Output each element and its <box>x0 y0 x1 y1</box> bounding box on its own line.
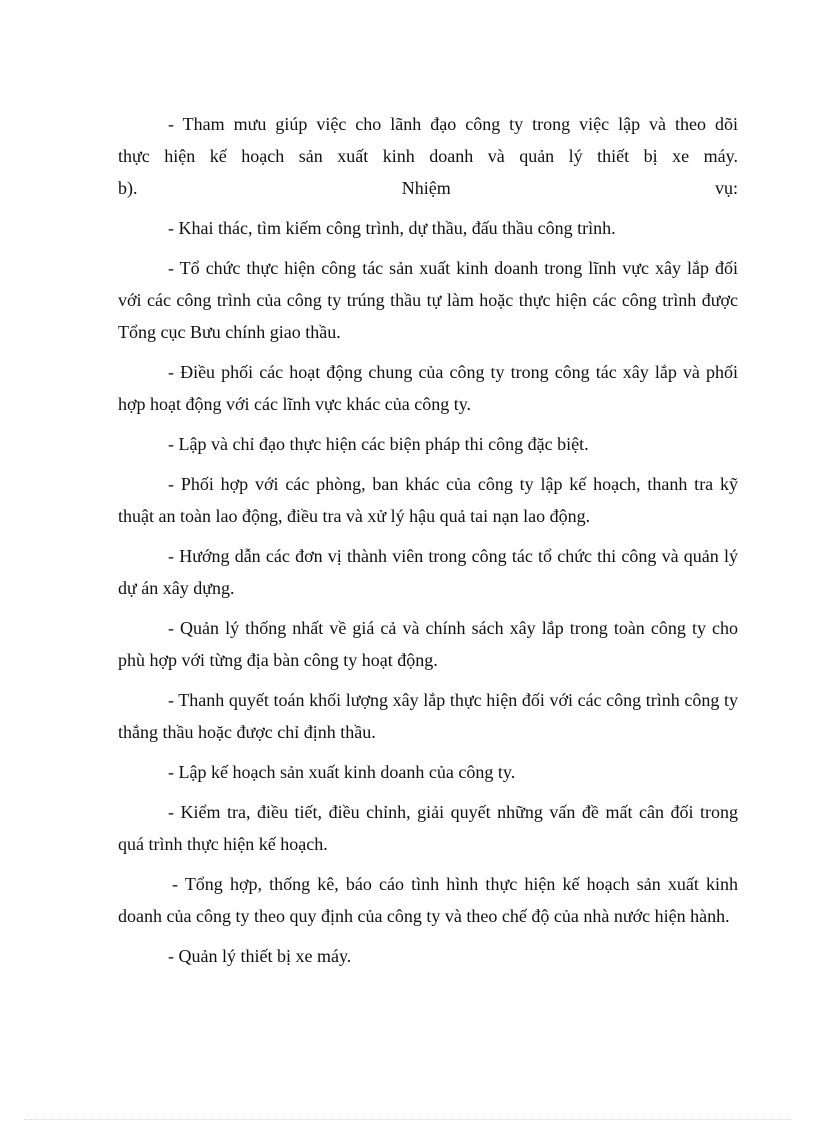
intro-paragraph-line-2: thực hiện kế hoạch sản xuất kinh doanh và quản lý thiết bị xe máy. <box>118 146 738 166</box>
task-paragraph: - Phối hợp với các phòng, ban khác của công ty lập kế hoạch, thanh tra kỹ thuật an toàn lao động, điều tra và xử lý hậu quả tai nạn lao động. <box>118 474 738 526</box>
task-paragraph: - Hướng dẫn các đơn vị thành viên trong công tác tổ chức thi công và quản lý dự án xây dựng. <box>118 546 738 598</box>
section-heading <box>118 172 738 204</box>
section-title-end: vụ: <box>714 178 738 198</box>
task-paragraph: - Lập kế hoạch sản xuất kinh doanh của công ty. <box>168 762 516 782</box>
task-paragraph: - Tổng hợp, thống kê, báo cáo tình hình thực hiện kế hoạch sản xuất kinh doanh của công ty theo quy định của công ty và theo chế độ của nhà nước hiện hành. <box>118 874 738 926</box>
page-bottom-divider <box>24 1119 792 1120</box>
task-paragraph: - Thanh quyết toán khối lượng xây lắp thực hiện đối với các công trình công ty thắng thầu hoặc được chỉ định thầu. <box>118 690 738 742</box>
task-paragraph: - Khai thác, tìm kiếm công trình, dự thầu, đấu thầu công trình. <box>168 218 616 238</box>
task-paragraph: - Điều phối các hoạt động chung của công ty trong công tác xây lắp và phối hợp hoạt động với các lĩnh vực khác của công ty. <box>118 362 738 414</box>
task-paragraph: - Kiểm tra, điều tiết, điều chỉnh, giải quyết những vấn đề mất cân đối trong quá trình thực hiện kế hoạch. <box>118 802 738 854</box>
section-title: Nhiệm <box>401 178 451 198</box>
task-paragraph: - Tổ chức thực hiện công tác sản xuất kinh doanh trong lĩnh vực xây lắp đối với các công trình của công ty trúng thầu tự làm hoặc thực hiện các công trình được Tổng cục Bưu chính giao thầu. <box>118 258 738 342</box>
task-paragraph: - Lập và chỉ đạo thực hiện các biện pháp thi công đặc biệt. <box>168 434 589 454</box>
task-paragraph: - Quản lý thống nhất về giá cả và chính sách xây lắp trong toàn công ty cho phù hợp với từng địa bàn công ty hoạt động. <box>118 618 738 670</box>
document-body <box>118 108 738 980</box>
intro-paragraph-line-1: - Tham mưu giúp việc cho lãnh đạo công ty trong việc lập và theo dõi <box>168 114 738 134</box>
section-label: b). <box>118 178 138 198</box>
task-paragraph: - Quản lý thiết bị xe máy. <box>168 946 352 966</box>
